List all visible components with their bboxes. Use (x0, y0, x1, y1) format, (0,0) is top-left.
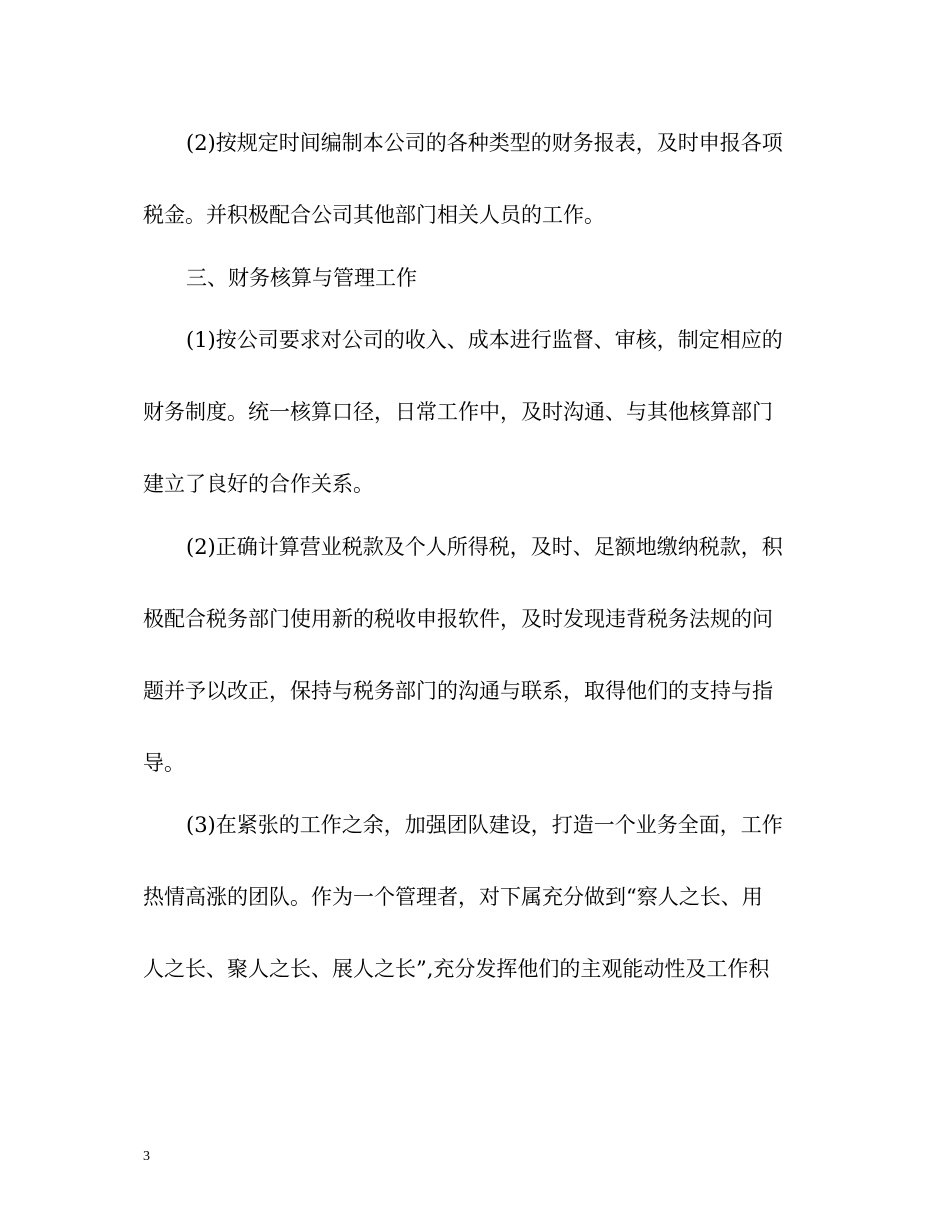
paragraph-line-2: 税金。并积极配合公司其他部门相关人员的工作。 (143, 203, 605, 227)
paragraph-line-13: 人之长、聚人之长、展人之长”,充分发挥他们的主观能动性及工作积 (143, 957, 770, 981)
paragraph-line-12: 热情高涨的团队。作为一个管理者，对下属充分做到“察人之长、用 (143, 885, 763, 909)
paragraph-line-6: 建立了良好的合作关系。 (143, 472, 374, 496)
paragraph-line-1: (2)按规定时间编制本公司的各种类型的财务报表，及时申报各项 (186, 131, 783, 155)
page-number: 3 (143, 1149, 150, 1164)
paragraph-line-8: 极配合税务部门使用新的税收申报软件，及时发现违背税务法规的问 (143, 607, 773, 631)
paragraph-line-7: (2)正确计算营业税款及个人所得税，及时、足额地缴纳税款，积 (186, 535, 783, 559)
paragraph-line-4: (1)按公司要求对公司的收入、成本进行监督、审核，制定相应的 (186, 328, 783, 352)
paragraph-line-5: 财务制度。统一核算口径，日常工作中，及时沟通、与其他核算部门 (143, 400, 773, 424)
section-heading: 三、财务核算与管理工作 (186, 266, 417, 290)
paragraph-line-10: 导。 (143, 751, 185, 775)
paragraph-line-9: 题并予以改正，保持与税务部门的沟通与联系，取得他们的支持与指 (143, 679, 773, 703)
paragraph-line-11: (3)在紧张的工作之余，加强团队建设，打造一个业务全面，工作 (186, 813, 783, 837)
